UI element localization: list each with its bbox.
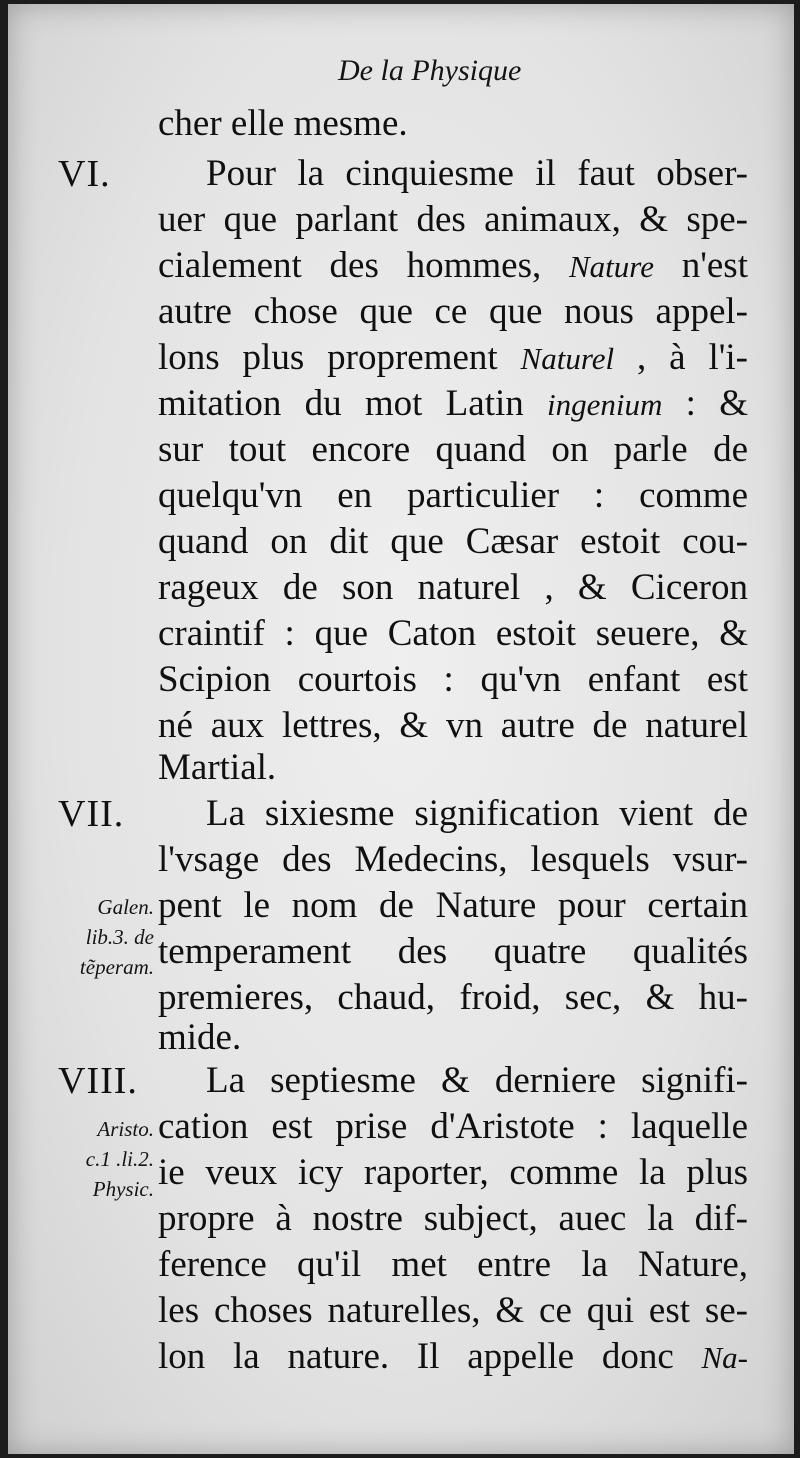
text-line: lon la nature. Il appelle donc Na- [158, 1336, 748, 1377]
text-line: sur tout encore quand on parle de [158, 429, 748, 470]
margin-note-aristote [48, 1114, 154, 1204]
running-head: De la Physique [338, 54, 522, 87]
margin-note-line: Aristo. [97, 1117, 154, 1141]
section-marker-vii: VII. [58, 793, 125, 835]
text-line: La sixiesme signification vient de [206, 793, 748, 834]
text-line: Scipion courtois : qu'vn enfant est [158, 659, 748, 700]
text-line: les choses naturelles, & ce qui est se- [158, 1290, 748, 1331]
book-page [8, 4, 794, 1454]
text-line: uer que parlant des animaux, & spe- [158, 199, 748, 240]
margin-note-line: Physic. [92, 1177, 154, 1201]
section-marker-viii: VIII. [58, 1060, 138, 1102]
margin-note-line: c.1 .li.2. [85, 1147, 154, 1171]
text-line: propre à nostre subject, auec la dif- [158, 1198, 748, 1239]
text-line: cher elle mesme. [158, 103, 408, 144]
text-line: La septiesme & derniere signifi- [206, 1060, 748, 1101]
text-line: Pour la cinquiesme il faut obser- [206, 153, 748, 194]
margin-note-line: lib.3. de [85, 925, 154, 949]
text-line: lons plus proprement Naturel , à l'i- [158, 337, 748, 378]
section-marker-vi: VI. [58, 153, 111, 195]
text-line: Martial. [158, 747, 277, 788]
text-line: rageux de son naturel , & Ciceron [158, 567, 748, 608]
text-line: né aux lettres, & vn autre de naturel [158, 705, 748, 746]
text-line: mide. [158, 1017, 242, 1058]
margin-note-line: Galen. [97, 895, 154, 919]
text-line: quand on dit que Cæsar estoit cou- [158, 521, 748, 562]
text-line: autre chose que ce que nous appel- [158, 291, 748, 332]
text-line: l'vsage des Medecins, lesquels vsur- [158, 839, 748, 880]
text-line: premieres, chaud, froid, sec, & hu- [158, 977, 748, 1018]
text-line: craintif : que Caton estoit seuere, & [158, 613, 748, 654]
text-line: ference qu'il met entre la Nature, [158, 1244, 748, 1285]
text-line: pent le nom de Nature pour certain [158, 885, 748, 926]
text-line: cation est prise d'Aristote : laquelle [158, 1106, 748, 1147]
text-line: temperament des quatre qualités [158, 931, 748, 972]
margin-note-line: tẽperam. [79, 955, 154, 979]
margin-note-galen [48, 892, 154, 982]
text-line: cialement des hommes, Nature n'est [158, 245, 748, 286]
text-line: mitation du mot Latin ingenium : & [158, 383, 748, 424]
text-line: quelqu'vn en particulier : comme [158, 475, 748, 516]
text-line: ie veux icy raporter, comme la plus [158, 1152, 748, 1193]
